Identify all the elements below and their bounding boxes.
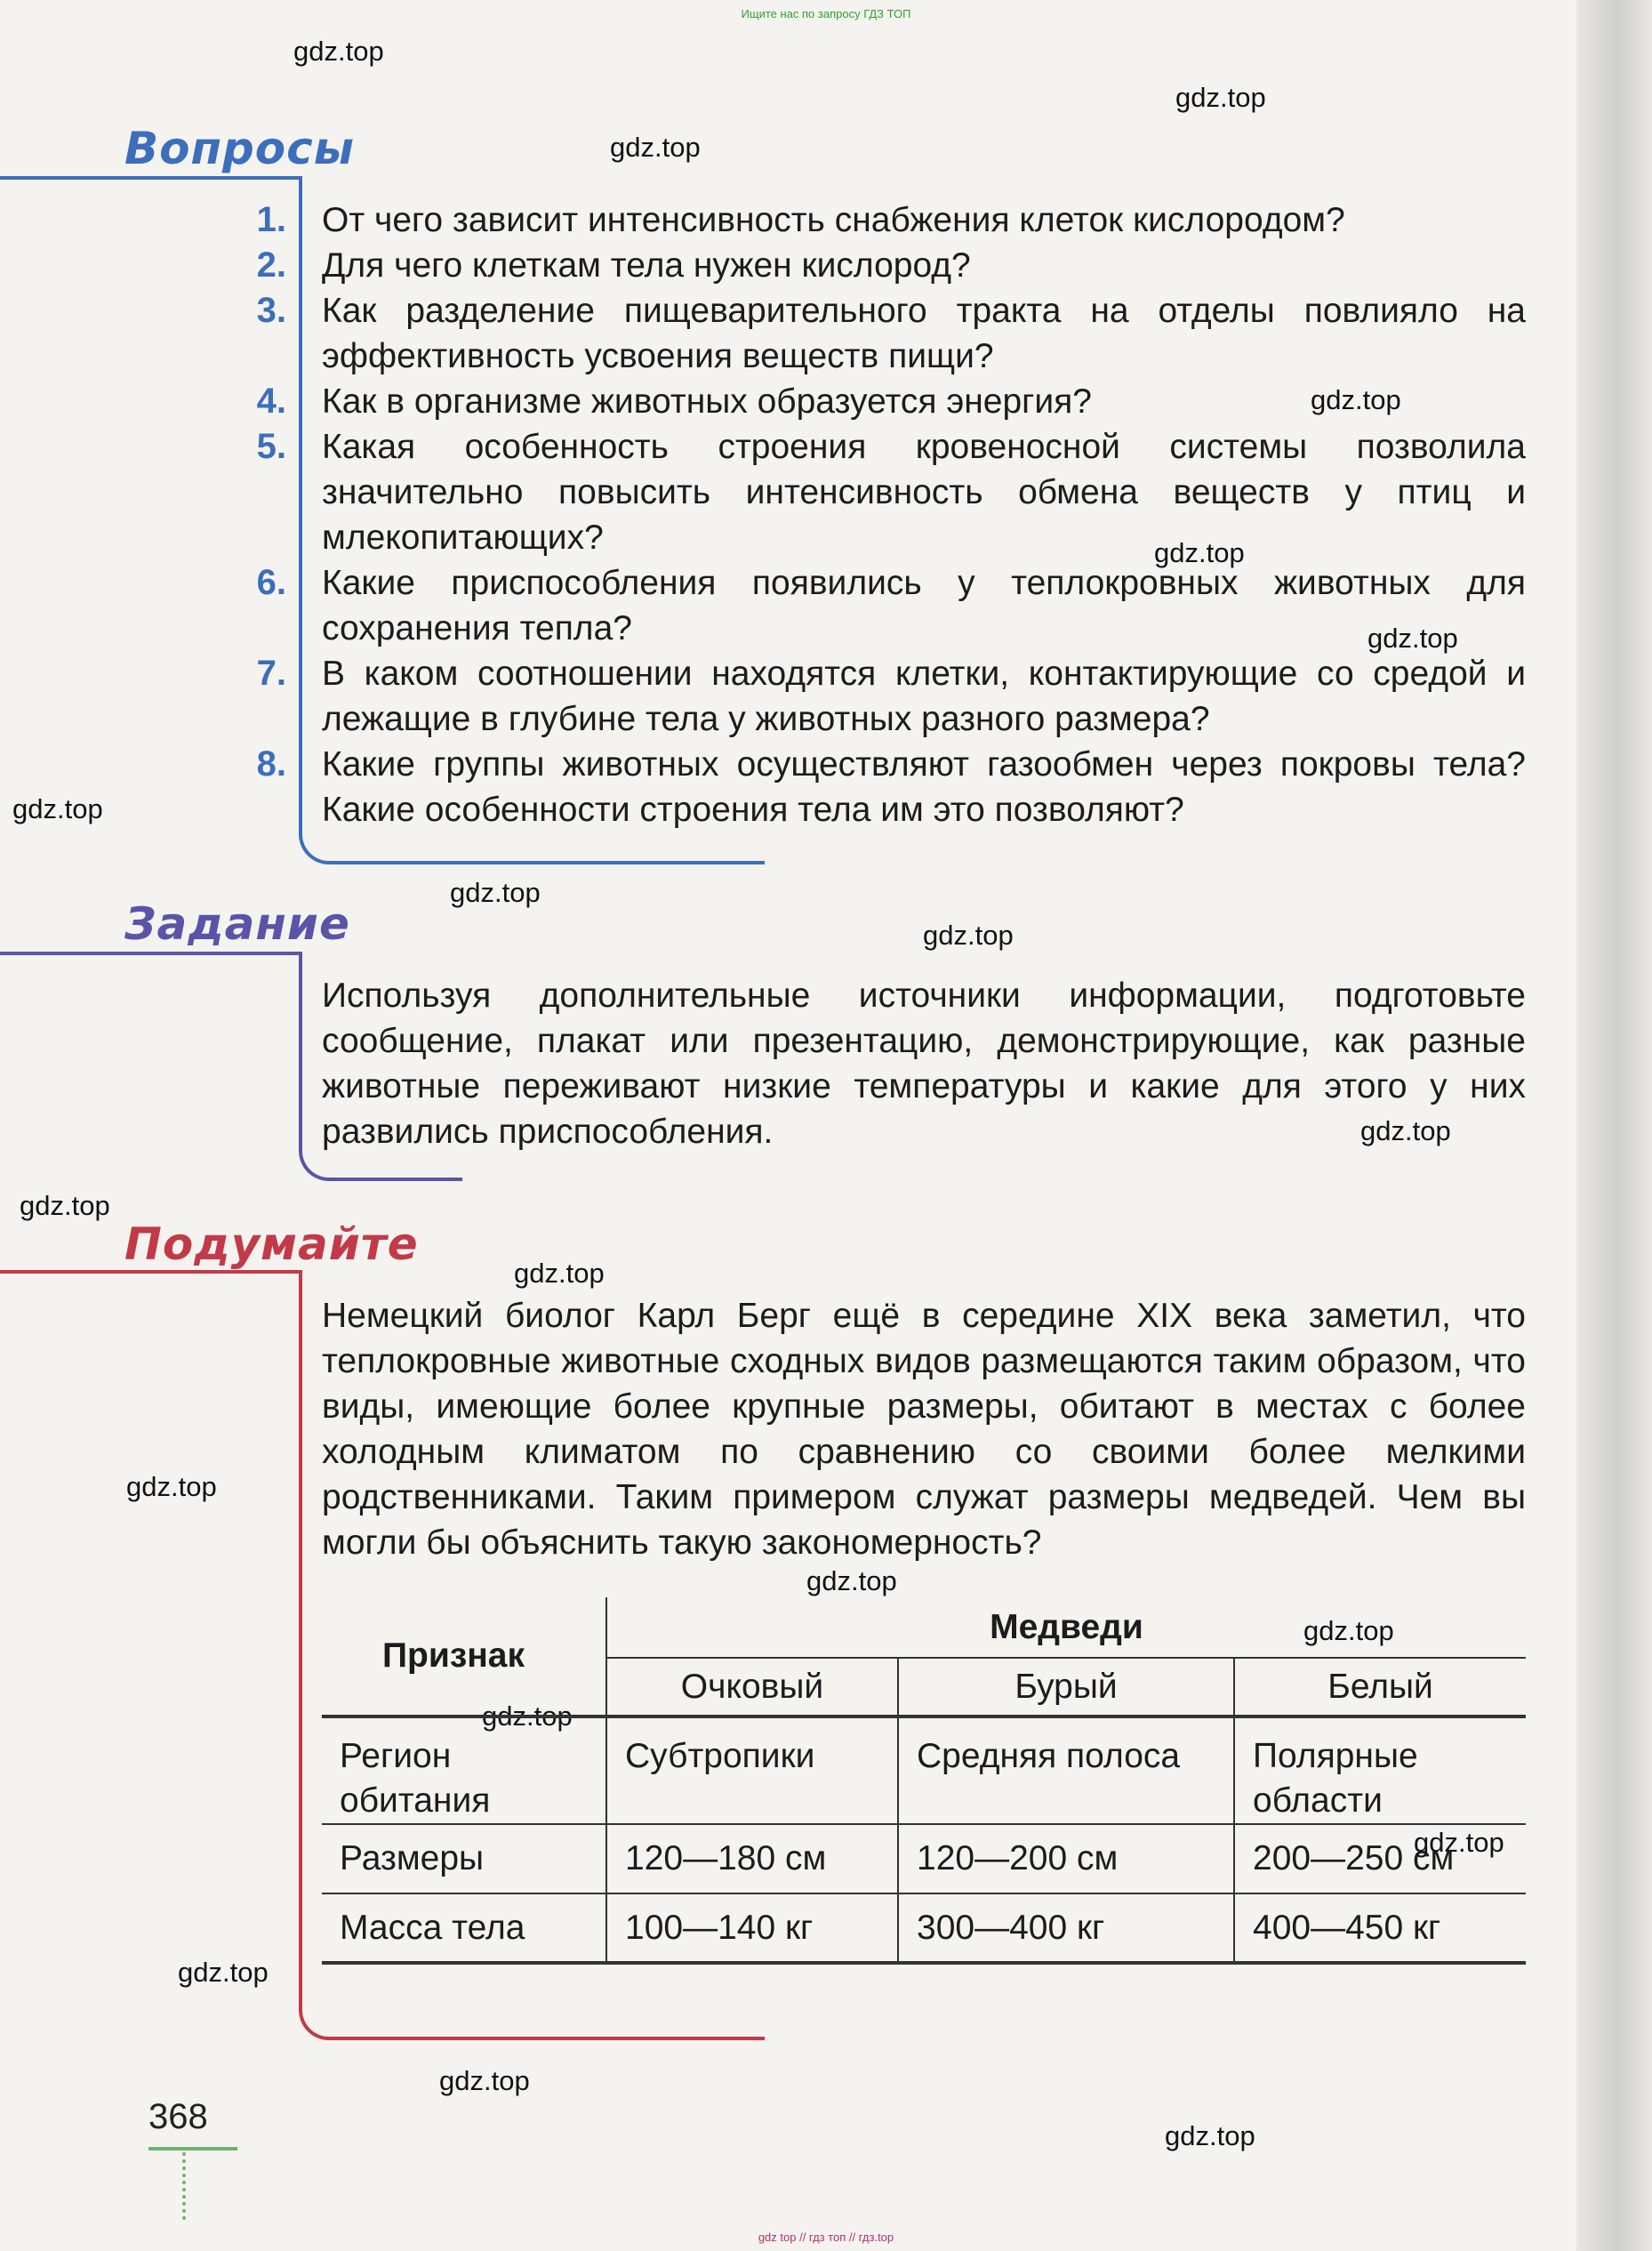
table-cell: 400—450 кг xyxy=(1234,1893,1526,1963)
question-text: В каком соотношении находятся клетки, контактирующие со средой и лежащие в глубине тела у животных разного размера? xyxy=(322,655,1526,738)
think-text: Немецкий биолог Карл Берг ещё в середине XIX века заметил, что теплокровные животные сходных видов размещаются таким образом, что виды, имеющие более крупные размеры, обитают в местах с более холодным климатом по сравнению со своими более мелкими родственниками. Таким примером служат размеры медведей. Чем вы могли бы объяснить такую закономерность? xyxy=(322,1297,1526,1562)
row-label: Размеры xyxy=(322,1824,606,1893)
watermark: gdz.top xyxy=(1175,82,1266,113)
group-header: Медведи xyxy=(606,1597,1526,1658)
question-text: Как разделение пищеварительного тракта на отделы повлияло на эффективность усвоения веществ пищи? xyxy=(322,292,1526,375)
task-text: Используя дополнительные источники информации, подготовьте сообщение, плакат или презентацию, демонстрирующие, как разные животные переживают низкие температуры и какие для этого у них развились приспособления. xyxy=(322,977,1526,1151)
watermark: gdz.top xyxy=(610,132,701,163)
table-row xyxy=(322,1716,1526,1824)
watermark: gdz.top xyxy=(1303,1615,1394,1646)
row-label: Масса тела xyxy=(322,1893,606,1963)
think-rule xyxy=(0,1270,302,1274)
column-header: Очковый xyxy=(606,1658,898,1716)
question-item xyxy=(247,197,1526,243)
question-item xyxy=(247,742,1526,832)
task-title: Задание xyxy=(124,898,350,950)
question-item xyxy=(247,379,1526,424)
table-row xyxy=(322,1893,1526,1963)
watermark: gdz.top xyxy=(1360,1115,1451,1146)
bears-table xyxy=(322,1597,1526,1965)
question-number: 5. xyxy=(256,427,286,466)
question-number: 2. xyxy=(256,245,286,285)
questions-rule xyxy=(0,176,302,180)
watermark: gdz.top xyxy=(1154,537,1245,568)
page-number-rule xyxy=(148,2147,237,2151)
question-number: 7. xyxy=(256,654,286,693)
watermark: gdz.top xyxy=(514,1258,605,1289)
question-item xyxy=(247,651,1526,742)
watermark: gdz.top xyxy=(178,1957,269,1988)
watermark: gdz.top xyxy=(806,1565,897,1596)
table-cell: 200—250 см xyxy=(1234,1824,1526,1893)
question-text: Для чего клеткам тела нужен кислород? xyxy=(322,246,971,285)
watermark: gdz.top xyxy=(20,1190,110,1221)
question-text: Какие приспособления появились у теплокровных животных для сохранения тепла? xyxy=(322,564,1526,647)
table-cell: 120—180 см xyxy=(606,1824,898,1893)
table-cell: Средняя полоса xyxy=(898,1716,1234,1824)
footer-note: gdz top // гдз топ // гдз.top xyxy=(758,2231,894,2244)
question-item xyxy=(247,288,1526,379)
question-text: Как в организме животных образуется энергия? xyxy=(322,382,1092,421)
watermark: gdz.top xyxy=(1311,384,1401,415)
watermark: gdz.top xyxy=(126,1471,217,1502)
watermark: gdz.top xyxy=(1367,623,1458,654)
table-cell: 120—200 см xyxy=(898,1824,1234,1893)
watermark: gdz.top xyxy=(12,793,103,824)
watermark: gdz.top xyxy=(482,1700,573,1732)
questions-list xyxy=(247,197,1526,832)
table-cell: 100—140 кг xyxy=(606,1893,898,1963)
watermark: gdz.top xyxy=(439,2065,530,2096)
question-item xyxy=(247,560,1526,651)
question-number: 8. xyxy=(256,744,286,784)
page-edge-shadow xyxy=(1576,0,1652,2251)
question-item xyxy=(247,424,1526,560)
task-rule xyxy=(0,952,302,955)
question-number: 3. xyxy=(256,291,286,330)
question-number: 4. xyxy=(256,382,286,421)
watermark: gdz.top xyxy=(1165,2120,1255,2151)
question-number: 1. xyxy=(256,200,286,239)
table-cell: Субтропики xyxy=(606,1716,898,1824)
page-number-dots xyxy=(182,2152,186,2220)
watermark: gdz.top xyxy=(293,36,384,67)
row-label: Регион обитания xyxy=(322,1716,606,1824)
column-header: Белый xyxy=(1327,1667,1433,1706)
table-cell: Полярные области xyxy=(1234,1716,1526,1824)
table-cell: 300—400 кг xyxy=(898,1893,1234,1963)
question-item xyxy=(247,243,1526,288)
question-text: Какая особенность строения кровеносной системы позволила значительно повысить интенсивность обмена веществ у птиц и млекопитающих? xyxy=(322,428,1526,557)
table-row xyxy=(322,1824,1526,1893)
watermark: gdz.top xyxy=(1414,1827,1504,1858)
questions-title: Вопросы xyxy=(124,123,356,174)
page-number: 368 xyxy=(148,2097,208,2136)
watermark: gdz.top xyxy=(923,920,1014,951)
header-note: Ищите нас по запросу ГДЗ ТОП xyxy=(741,7,911,20)
column-header: Бурый xyxy=(898,1658,1234,1716)
question-text: Какие группы животных осуществляют газообмен через покровы тела? Какие особенности строения тела им это позволяют? xyxy=(322,745,1526,829)
question-number: 6. xyxy=(256,563,286,602)
feature-header: Признак xyxy=(322,1597,606,1716)
think-title: Подумайте xyxy=(124,1218,419,1270)
question-text: От чего зависит интенсивность снабжения клеток кислородом? xyxy=(322,201,1345,239)
watermark: gdz.top xyxy=(450,877,541,908)
